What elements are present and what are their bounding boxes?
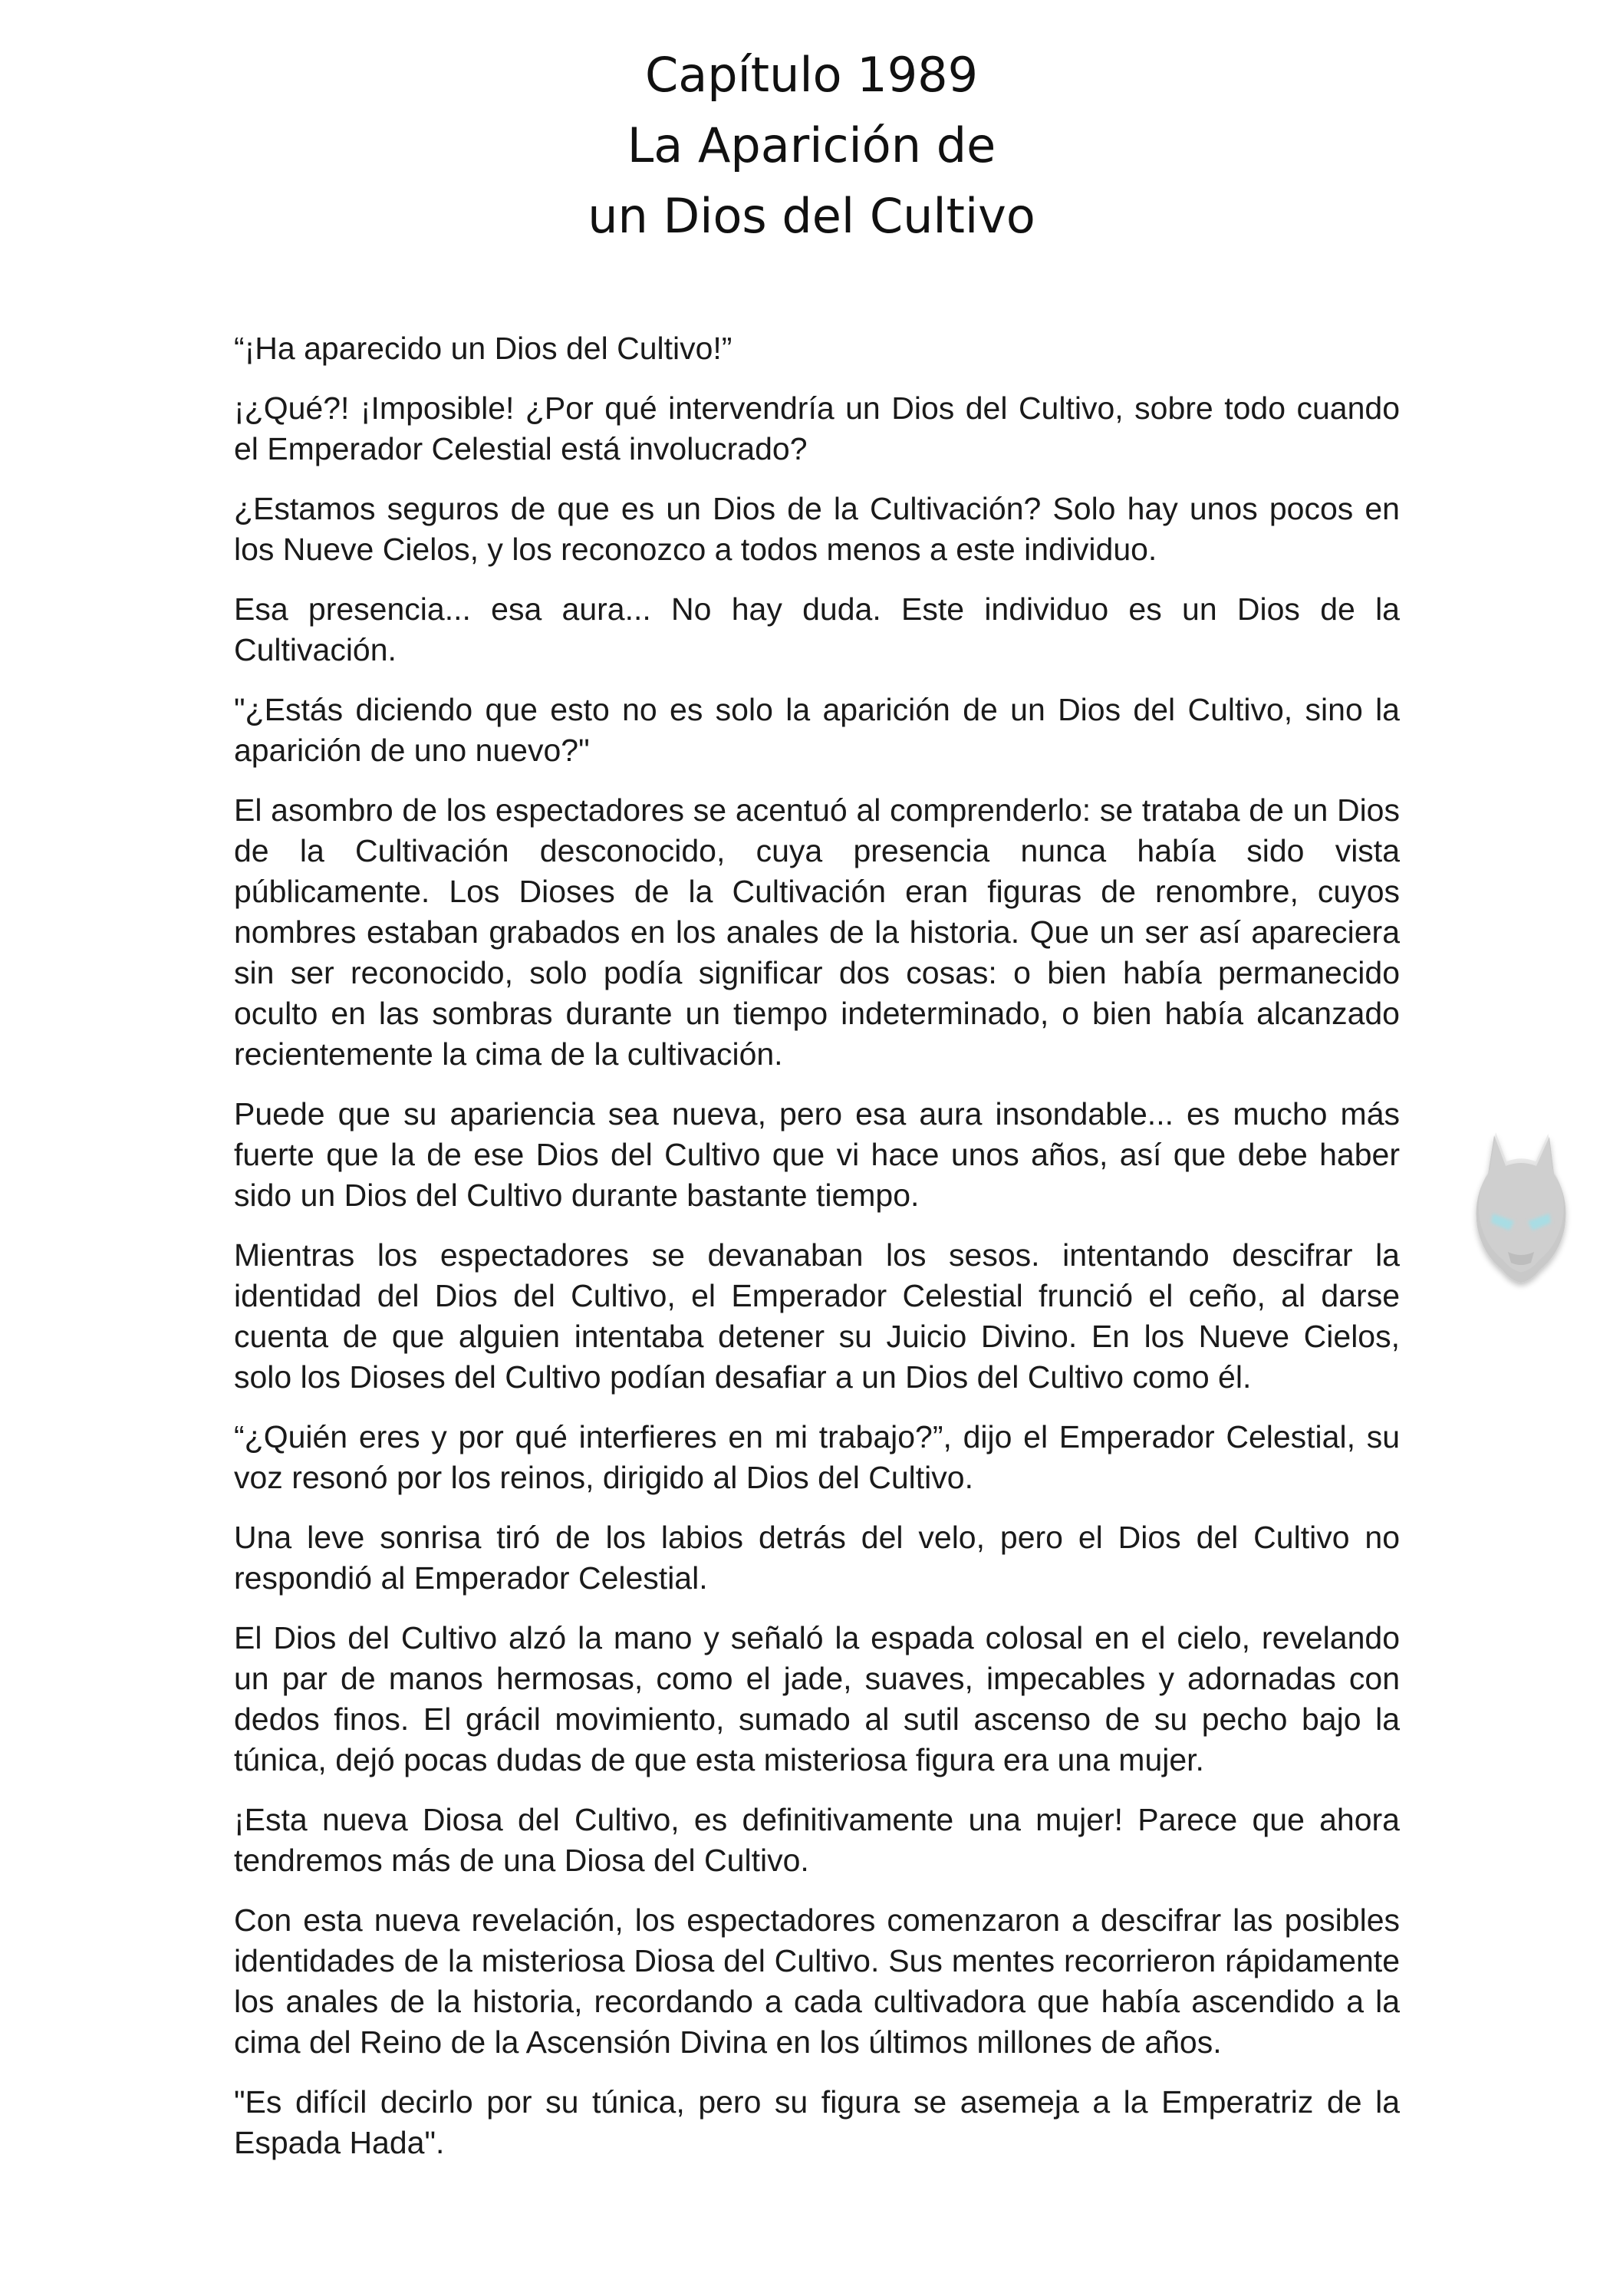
paragraph: "Es difícil decirlo por su túnica, pero su figura se asemeja a la Emperatriz de la Espada Hada". [234, 2084, 1400, 2160]
paragraph: "¿Estás diciendo que esto no es solo la aparición de un Dios del Cultivo, sino la aparición de uno nuevo?" [234, 692, 1400, 768]
chapter-title-line-1: La Aparición de [627, 117, 996, 173]
demon-head-logo-icon [1463, 1120, 1579, 1304]
paragraph: Esa presencia... esa aura... No hay duda. Este individuo es un Dios de la Cultivación. [234, 591, 1400, 667]
chapter-heading [0, 40, 1623, 252]
paragraph: ¡¿Qué?! ¡Imposible! ¿Por qué intervendría un Dios del Cultivo, sobre todo cuando el Emperador Celestial está involucrado? [234, 390, 1400, 466]
chapter-body [234, 328, 1400, 2182]
paragraph: ¿Estamos seguros de que es un Dios de la Cultivación? Solo hay unos pocos en los Nueve Cielos, y los reconozco a todos menos a este individuo. [234, 491, 1400, 567]
paragraph: Puede que su apariencia sea nueva, pero esa aura insondable... es mucho más fuerte que la de ese Dios del Cultivo que vi hace unos años, así que debe haber sido un Dios del Cultivo durante bastante tiempo. [234, 1096, 1400, 1213]
paragraph: ¡Esta nueva Diosa del Cultivo, es definitivamente una mujer! Parece que ahora tendremos más de una Diosa del Cultivo. [234, 1802, 1400, 1878]
paragraph: “¿Quién eres y por qué interfieres en mi trabajo?”, dijo el Emperador Celestial, su voz resonó por los reinos, dirigido al Dios del Cultivo. [234, 1419, 1400, 1495]
paragraph: Una leve sonrisa tiró de los labios detrás del velo, pero el Dios del Cultivo no respondió al Emperador Celestial. [234, 1520, 1400, 1596]
chapter-title-line-2: un Dios del Cultivo [588, 188, 1035, 244]
paragraph: Con esta nueva revelación, los espectadores comenzaron a descifrar las posibles identidades de la misteriosa Diosa del Cultivo. Sus mentes recorrieron rápidamente los anales de la historia, recordando a cada cultivadora que había ascendido a la cima del Reino de la Ascensión Divina en los últimos millones de años. [234, 1902, 1400, 2060]
paragraph: “¡Ha aparecido un Dios del Cultivo!” [234, 331, 732, 366]
paragraph: El Dios del Cultivo alzó la mano y señaló la espada colosal en el cielo, revelando un par de manos hermosas, como el jade, suaves, impecables y adornadas con dedos finos. El grácil movimiento, sumado al sutil ascenso de su pecho bajo la túnica, dejó pocas dudas de que esta misteriosa figura era una mujer. [234, 1620, 1400, 1777]
chapter-number: Capítulo 1989 [644, 47, 979, 103]
paragraph: El asombro de los espectadores se acentuó al comprenderlo: se trataba de un Dios de la Cultivación desconocido, cuya presencia nunca había sido vista públicamente. Los Dioses de la Cultivación eran figuras de renombre, cuyos nombres estaban grabados en los anales de la historia. Que un ser así apareciera sin ser reconocido, solo podía significar dos cosas: o bien había permanecido oculto en las sombras durante un tiempo indeterminado, o bien había alcanzado recientemente la cima de la cultivación. [234, 792, 1400, 1072]
paragraph: Mientras los espectadores se devanaban los sesos. intentando descifrar la identidad del Dios del Cultivo, el Emperador Celestial frunció el ceño, al darse cuenta de que alguien intentaba detener su Juicio Divino. En los Nueve Cielos, solo los Dioses del Cultivo podían desafiar a un Dios del Cultivo como él. [234, 1237, 1400, 1395]
